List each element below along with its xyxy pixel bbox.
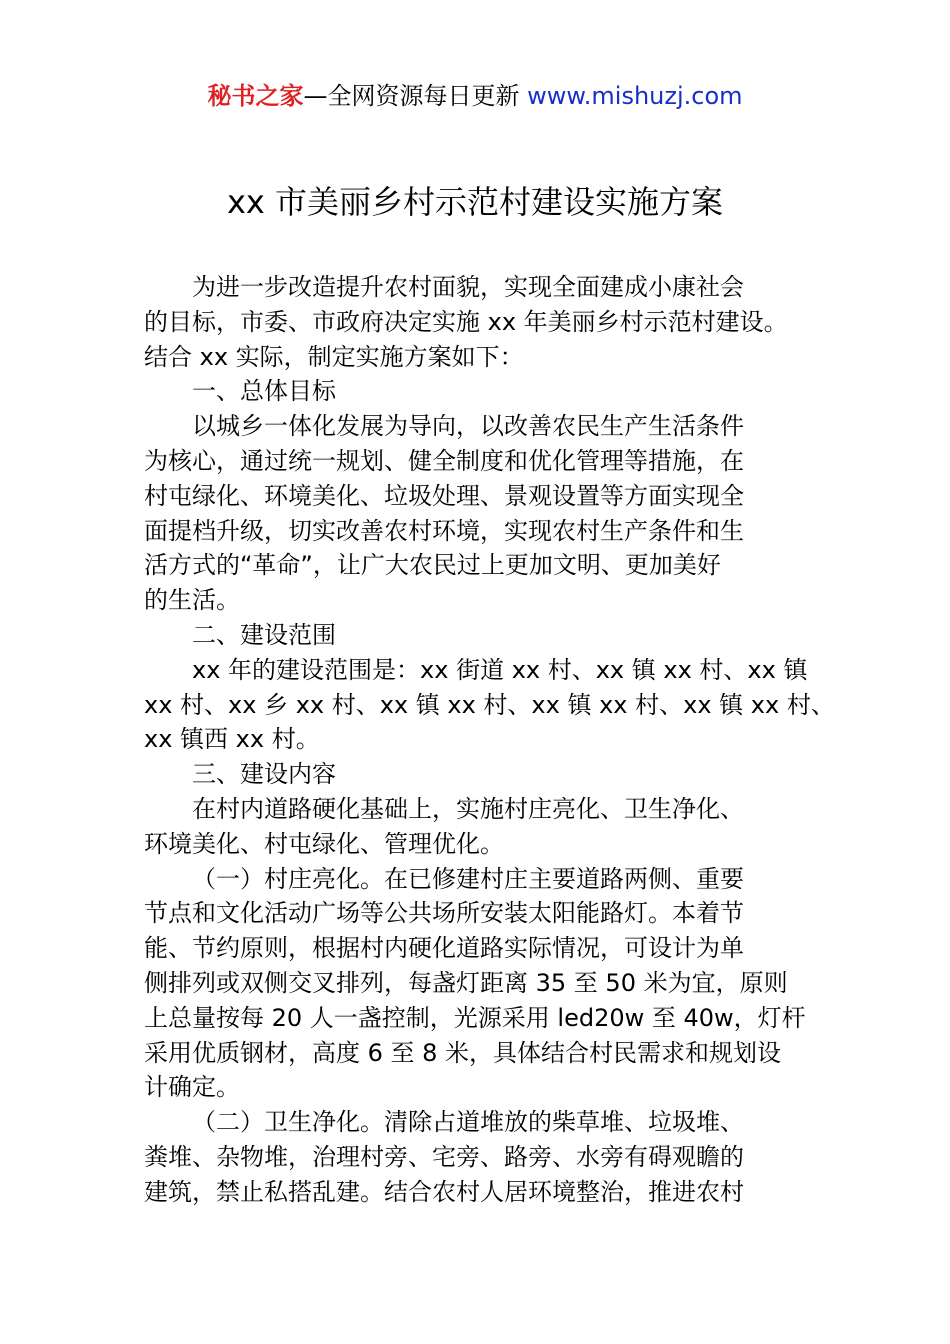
text-line: 计确定。: [144, 1073, 240, 1102]
text-line: （一）村庄亮化。在已修建村庄主要道路两侧、重要: [192, 864, 744, 893]
body-paragraph: [144, 1105, 806, 1209]
text-line: 的目标，市委、市政府决定实施 xx 年美丽乡村示范村建设。: [144, 307, 788, 336]
banner-tagline: —全网资源每日更新: [303, 82, 528, 110]
text-line: （二）卫生净化。清除占道堆放的柴草堆、垃圾堆、: [192, 1108, 744, 1137]
text-line: 上总量按每 20 人一盏控制，光源采用 led20w 至 40w，灯杆: [144, 1003, 806, 1032]
site-url-link[interactable]: www.mishuzj.com: [527, 82, 743, 110]
text-line: 采用优质钢材，高度 6 至 8 米，具体结合村民需求和规划设: [144, 1038, 782, 1067]
section-heading: [144, 374, 806, 409]
text-line: 以城乡一体化发展为导向，以改善农民生产生活条件: [192, 412, 744, 441]
text-line: 一、总体目标: [192, 377, 336, 406]
text-line: 环境美化、村屯绿化、管理优化。: [144, 829, 504, 858]
text-line: 结合 xx 实际，制定实施方案如下：: [144, 342, 524, 371]
brand-name: 秘书之家: [207, 82, 304, 110]
body-paragraph: [144, 270, 806, 374]
body-paragraph: [144, 653, 835, 757]
text-line: 二、建设范围: [192, 620, 336, 649]
site-banner: [0, 80, 950, 112]
text-line: 节点和文化活动广场等公共场所安装太阳能路灯。本着节: [144, 899, 744, 928]
text-line: xx 年的建设范围是：xx 街道 xx 村、xx 镇 xx 村、xx 镇: [192, 655, 808, 684]
section-heading: [144, 618, 806, 653]
text-line: 建筑，禁止私搭乱建。结合农村人居环境整治，推进农村: [144, 1177, 744, 1206]
section-heading: [144, 757, 806, 792]
text-line: 的生活。: [144, 586, 240, 615]
body-paragraph: [144, 409, 806, 618]
text-line: 面提档升级，切实改善农村环境，实现农村生产条件和生: [144, 516, 744, 545]
body-paragraph: [144, 862, 806, 1106]
text-line: xx 镇西 xx 村。: [144, 725, 320, 754]
text-line: 在村内道路硬化基础上，实施村庄亮化、卫生净化、: [192, 794, 744, 823]
text-line: 粪堆、杂物堆，治理村旁、宅旁、路旁、水旁有碍观瞻的: [144, 1142, 744, 1171]
text-line: 为进一步改造提升农村面貌，实现全面建成小康社会: [192, 273, 744, 301]
text-line: xx 村、xx 乡 xx 村、xx 镇 xx 村、xx 镇 xx 村、xx 镇 xx 村、: [144, 690, 835, 719]
text-line: 侧排列或双侧交叉排列，每盏灯距离 35 至 50 米为宜，原则: [144, 968, 788, 997]
text-line: 活方式的“革命”，让广大农民过上更加文明、更加美好: [144, 551, 721, 580]
body-paragraph: [144, 792, 806, 862]
document-title: xx 市美丽乡村示范村建设实施方案: [226, 183, 724, 221]
text-line: 为核心，通过统一规划、健全制度和优化管理等措施，在: [144, 446, 744, 475]
text-line: 三、建设内容: [192, 760, 336, 789]
text-line: 村屯绿化、环境美化、垃圾处理、景观设置等方面实现全: [144, 481, 744, 510]
document-body: [144, 270, 835, 1210]
text-line: 能、节约原则，根据村内硬化道路实际情况，可设计为单: [144, 934, 744, 963]
